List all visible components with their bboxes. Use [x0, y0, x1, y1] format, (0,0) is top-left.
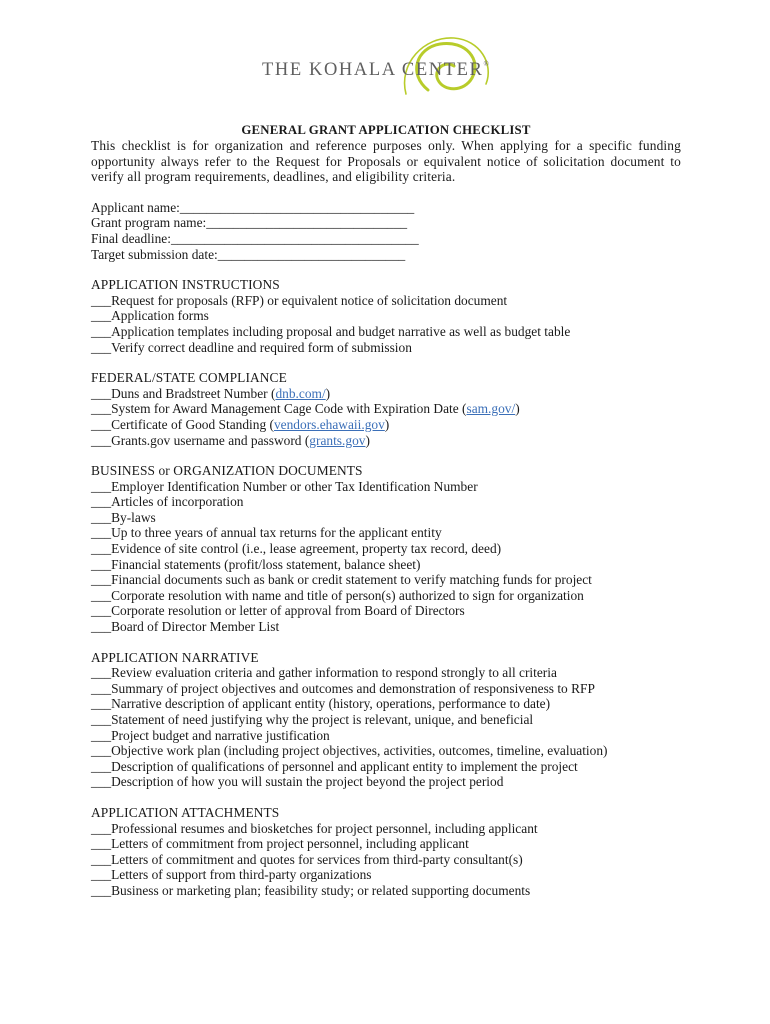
section-heading: FEDERAL/STATE COMPLIANCE — [91, 370, 287, 386]
sam-gov-link[interactable]: sam.gov/ — [466, 401, 516, 417]
checklist-item[interactable]: ___System for Award Management Cage Code with Expiration Date (sam.gov/) — [91, 401, 520, 417]
applicant-name-field[interactable]: Applicant name:___________________________________ — [91, 199, 415, 215]
checklist-item[interactable]: ___Financial statements (profit/loss statement, balance sheet) — [91, 556, 421, 572]
section-application-narrative — [91, 650, 681, 790]
section-heading: BUSINESS or ORGANIZATION DOCUMENTS — [91, 463, 363, 479]
checklist-item[interactable]: ___Corporate resolution or letter of approval from Board of Directors — [91, 603, 465, 619]
section-heading: APPLICATION INSTRUCTIONS — [91, 277, 280, 293]
checklist-item[interactable]: ___Description of qualifications of personnel and applicant entity to implement the project — [91, 758, 578, 774]
checklist-item[interactable]: ___Application forms — [91, 308, 209, 324]
checklist-item[interactable]: ___Up to three years of annual tax returns for the applicant entity — [91, 525, 442, 541]
checklist-item[interactable]: ___Description of how you will sustain the project beyond the project period — [91, 774, 504, 790]
section-application-instructions — [91, 277, 681, 355]
checklist-item[interactable]: ___Professional resumes and biosketches for project personnel, including applicant — [91, 820, 538, 836]
section-federal-state-compliance — [91, 370, 681, 448]
checklist-item[interactable]: ___Board of Director Member List — [91, 619, 280, 635]
checklist-item[interactable]: ___Request for proposals (RFP) or equivalent notice of solicitation document — [91, 292, 508, 308]
checklist-item[interactable]: ___Evidence of site control (i.e., lease agreement, property tax record, deed) — [91, 541, 502, 557]
checklist-item[interactable]: ___Review evaluation criteria and gather information to respond strongly to all criteria — [91, 665, 557, 681]
checklist-item[interactable]: ___Narrative description of applicant entity (history, operations, performance to date) — [91, 696, 551, 712]
checklist-item[interactable]: ___Letters of commitment from project personnel, including applicant — [91, 836, 469, 852]
grant-program-name-field[interactable]: Grant program name:______________________________ — [91, 215, 408, 231]
checklist-item[interactable]: ___Duns and Bradstreet Number (dnb.com/) — [91, 385, 331, 401]
checklist-item[interactable]: ___Project budget and narrative justification — [91, 727, 330, 743]
checklist-item[interactable]: ___Business or marketing plan; feasibility study; or related supporting documents — [91, 882, 531, 898]
checklist-item[interactable]: ___Letters of support from third-party organizations — [91, 867, 372, 883]
section-business-documents — [91, 463, 681, 635]
checklist-item[interactable]: ___Summary of project objectives and outcomes and demonstration of responsiveness to RFP — [91, 680, 595, 696]
checklist-item[interactable]: ___Application templates including proposal and budget narrative as well as budget table — [91, 323, 571, 339]
kohala-center-logo — [258, 34, 526, 104]
section-application-attachments — [91, 805, 681, 899]
checklist-item[interactable]: ___Objective work plan (including project objectives, activities, outcomes, timeline, evaluation) — [91, 743, 608, 759]
checklist-item[interactable]: ___Grants.gov username and password (grants.gov) — [91, 432, 370, 448]
final-deadline-field[interactable]: Final deadline:_____________________________________ — [91, 230, 419, 246]
document-title: GENERAL GRANT APPLICATION CHECKLIST — [241, 123, 531, 137]
section-heading: APPLICATION ATTACHMENTS — [91, 804, 280, 820]
vendors-ehawaii-link[interactable]: vendors.ehawaii.gov — [273, 416, 385, 432]
checklist-item[interactable]: ___Corporate resolution with name and title of person(s) authorized to sign for organization — [91, 587, 584, 603]
checklist-document — [91, 122, 681, 914]
checklist-item[interactable]: ___Financial documents such as bank or credit statement to verify matching funds for project — [91, 572, 592, 588]
checklist-item[interactable]: ___Verify correct deadline and required form of submission — [91, 339, 412, 355]
checklist-item[interactable]: ___By-laws — [91, 509, 156, 525]
logo-wordmark: THE KOHALA CENTER® — [262, 60, 489, 80]
checklist-item[interactable]: ___Certificate of Good Standing (vendors.ehawaii.gov) — [91, 416, 390, 432]
grants-gov-link[interactable]: grants.gov — [309, 432, 366, 448]
dnb-link[interactable]: dnb.com/ — [275, 385, 326, 401]
checklist-item[interactable]: ___Statement of need justifying why the project is relevant, unique, and beneficial — [91, 712, 534, 727]
applicant-fields — [91, 200, 681, 262]
intro-paragraph: This checklist is for organization and reference purposes only. When applying for a specific funding opportunity always refer to the Request for Proposals or equivalent notice of solicitation document to verify all program requirements, deadlines, and eligibility criteria. — [91, 138, 681, 185]
target-submission-date-field[interactable]: Target submission date:____________________________ — [91, 246, 406, 262]
checklist-item[interactable]: ___Articles of incorporation — [91, 494, 244, 510]
checklist-item[interactable]: ___Employer Identification Number or other Tax Identification Number — [91, 478, 478, 494]
section-heading: APPLICATION NARRATIVE — [91, 649, 259, 665]
checklist-item[interactable]: ___Letters of commitment and quotes for services from third-party consultant(s) — [91, 851, 523, 867]
